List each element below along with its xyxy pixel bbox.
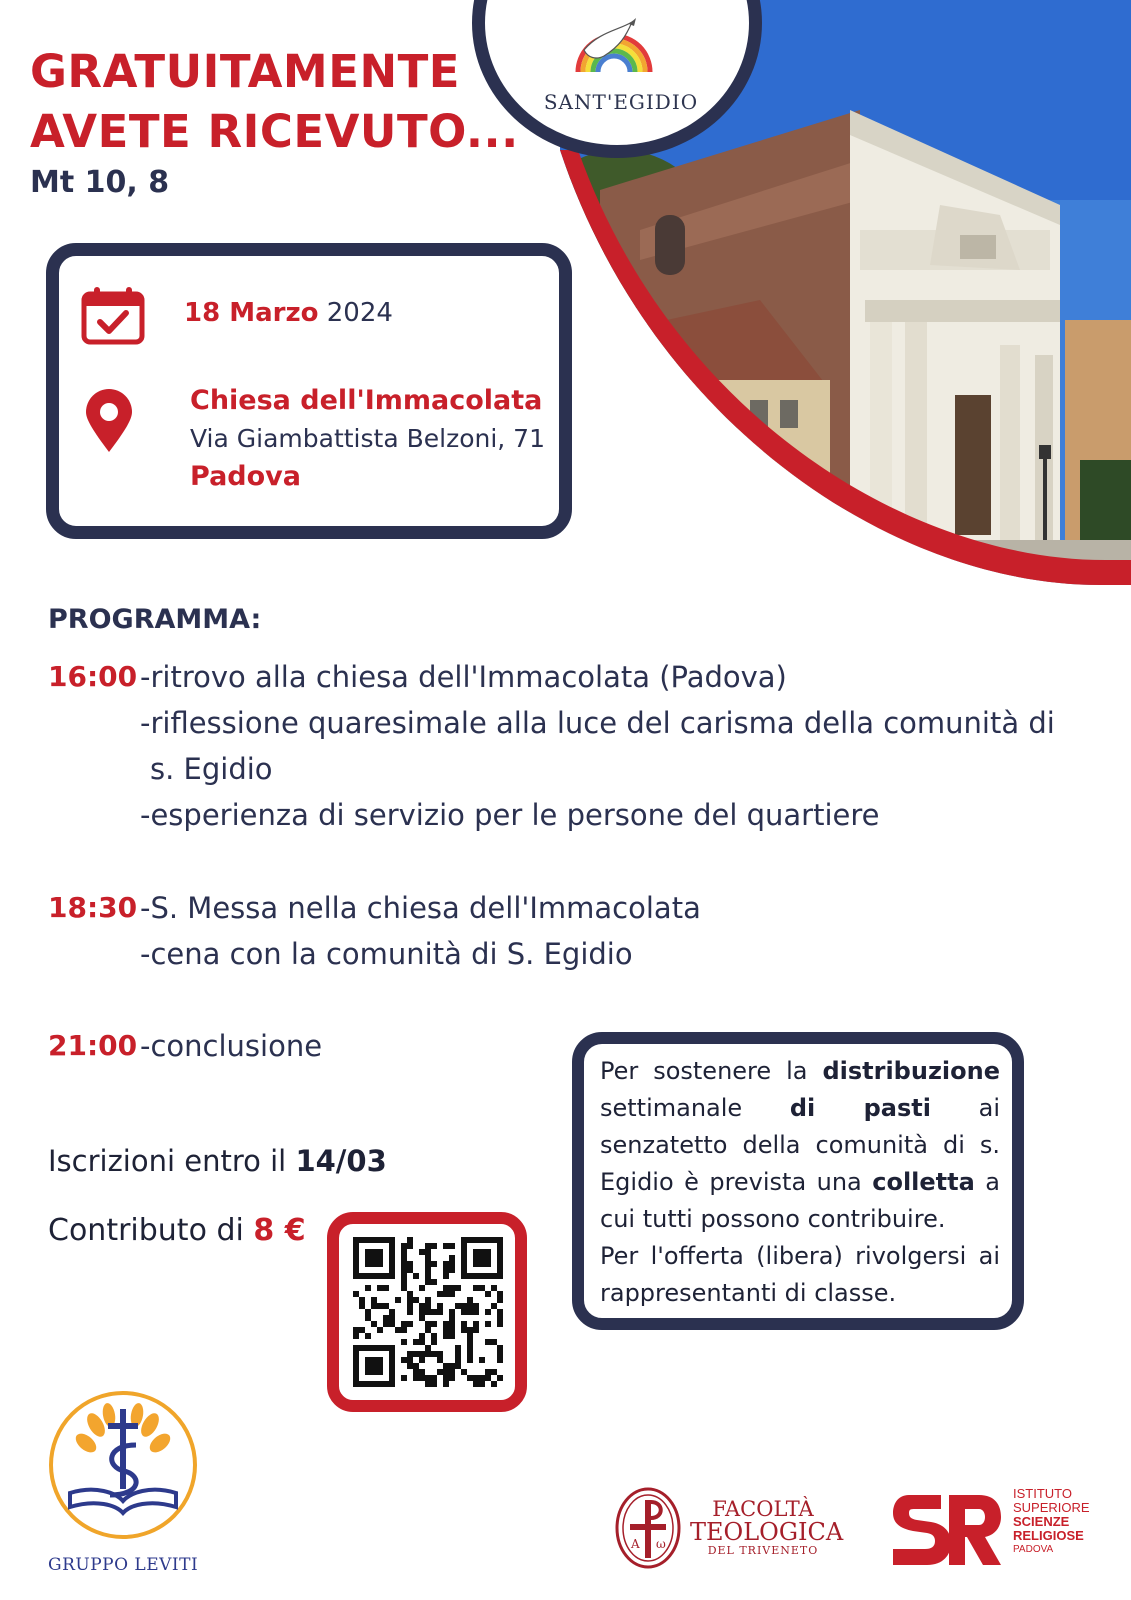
program-time: 16:00 — [48, 660, 138, 693]
santegidio-logo-text: SANT'EGIDIO — [543, 90, 699, 114]
location-pin-icon — [84, 388, 134, 454]
event-date — [184, 298, 393, 328]
note-text: settimanale — [600, 1094, 790, 1122]
registration-date: 14/03 — [295, 1144, 387, 1178]
facolta-teologica-seal — [614, 1486, 682, 1570]
program-time: 21:00 — [48, 1029, 138, 1062]
program-heading: PROGRAMMA: — [48, 604, 262, 635]
contribution — [48, 1213, 306, 1248]
program-item: -esperienza di servizio per le persone del quartiere — [140, 798, 880, 832]
note-offer: Per l'offerta (libera) rivolgersi ai rappresentanti di classe. — [600, 1242, 1000, 1307]
facolta-line2: TEOLOGICA — [690, 1518, 844, 1546]
issr-line2: SUPERIORE — [1013, 1500, 1090, 1515]
issr-line3: SCIENZE — [1013, 1514, 1070, 1529]
qr-code[interactable] — [353, 1237, 503, 1387]
title-line2: AVETE RICEVUTO... — [30, 105, 519, 158]
contribution-label: Contributo di — [48, 1213, 254, 1248]
registration-deadline — [48, 1144, 387, 1178]
location-name: Chiesa dell'Immacolata — [190, 385, 543, 416]
svg-text:ω: ω — [656, 1537, 666, 1551]
svg-text:A: A — [631, 1537, 640, 1551]
dove-rainbow-icon — [574, 12, 654, 82]
event-date-day: 18 Marzo — [184, 298, 319, 328]
program-time: 18:30 — [48, 891, 138, 924]
issr-line4: RELIGIOSE — [1013, 1528, 1084, 1543]
program-item: -riflessione quaresimale alla luce del carisma della comunità di — [140, 706, 1055, 740]
registration-label: Iscrizioni entro il — [48, 1144, 296, 1178]
contribution-amount: 8 € — [253, 1213, 306, 1248]
page-title — [30, 42, 519, 162]
facolta-teologica-name — [690, 1497, 844, 1557]
note-text: ai senzatetto della comunità di s. Egidio è prevista una — [600, 1094, 1000, 1196]
issr-sr-logo — [893, 1491, 1003, 1569]
note-bold: di pasti — [789, 1094, 931, 1122]
program-item: -ritrovo alla chiesa dell'Immacolata (Padova) — [140, 660, 787, 694]
program-item: s. Egidio — [150, 752, 273, 786]
program-item: -cena con la comunità di S. Egidio — [140, 937, 633, 971]
facolta-line3: DEL TRIVENETO — [707, 1544, 819, 1557]
title-line1: GRATUITAMENTE — [30, 45, 461, 98]
scripture-reference: Mt 10, 8 — [30, 165, 170, 200]
program-item: -S. Messa nella chiesa dell'Immacolata — [140, 891, 701, 925]
calendar-icon — [80, 286, 146, 346]
note-bold: colletta — [872, 1168, 975, 1196]
note-text: Per sostenere la — [600, 1057, 823, 1085]
collection-note — [600, 1053, 1000, 1312]
facolta-line1: FACOLTÀ — [712, 1497, 814, 1521]
location-city: Padova — [190, 461, 301, 492]
issr-line1: ISTITUTO — [1013, 1486, 1072, 1501]
program-item: -conclusione — [140, 1029, 323, 1063]
issr-line5: PADOVA — [1013, 1544, 1054, 1555]
gruppo-leviti-text: GRUPPO LEVITI — [48, 1555, 199, 1575]
note-bold: distribuzione — [822, 1057, 1000, 1085]
gruppo-leviti-logo — [46, 1385, 200, 1545]
issr-name — [1013, 1487, 1090, 1557]
note-text: a cui tutti possono contribuire. — [600, 1168, 1000, 1233]
location-address: Via Giambattista Belzoni, 71 — [190, 424, 545, 453]
event-date-year: 2024 — [318, 298, 393, 328]
